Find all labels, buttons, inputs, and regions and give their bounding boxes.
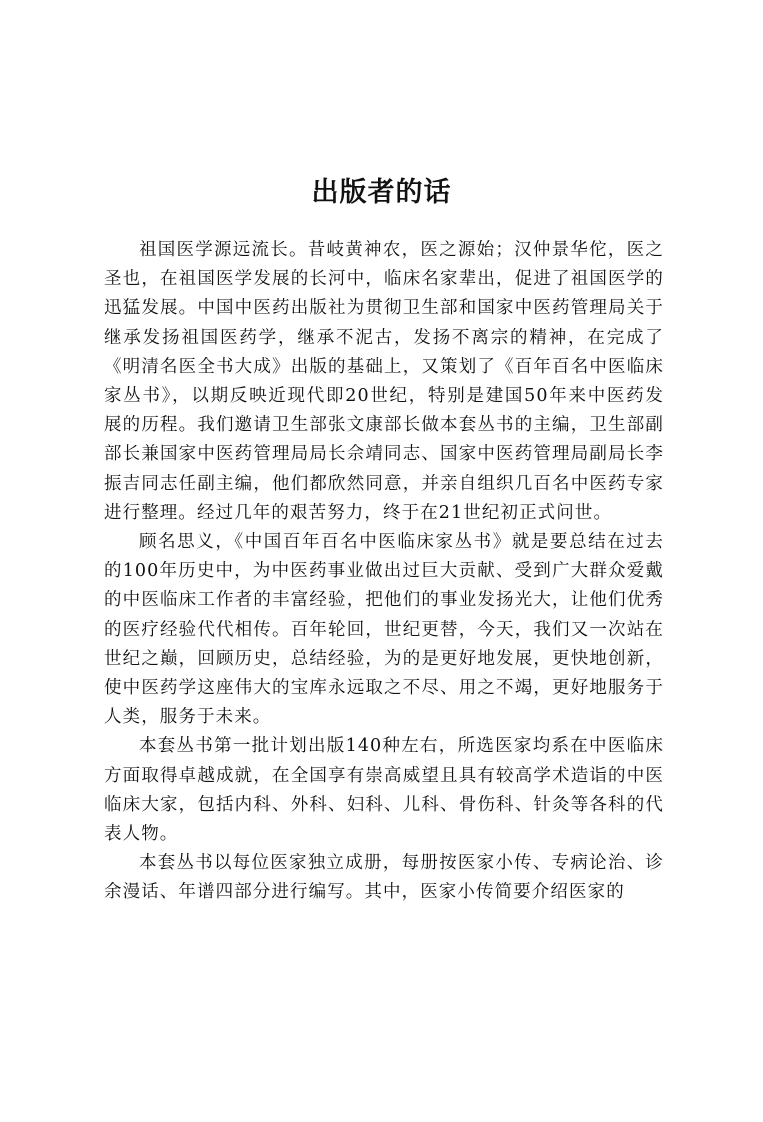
paragraph-3: 本套丛书第一批计划出版140种左右，所选医家均系在中医临床方面取得卓越成就，在全国享有崇高威望且具有较高学术造诣的中医临床大家，包括内科、外科、妇科、儿科、骨伤科、针灸等各科的代表人物。 (104, 736, 664, 845)
paragraph-2: 顾名思义，《中国百年百名中医临床家丛书》就是要总结在过去的100年历史中，为中医药事业做出过巨大贡献、受到广大群众爱戴的中医临床工作者的丰富经验，把他们的事业发扬光大，让他们优秀的医疗经验代代相传。百年轮回，世纪更替，今天，我们又一次站在世纪之巅，回顾历史，总结经验，为的是更好地发展，更快地创新，使中医药学这座伟大的宝库永远取之不尽、用之不竭，更好地服务于人类，服务于未来。 (104, 532, 664, 728)
page-title: 出版者的话 (311, 177, 452, 208)
paragraph-4: 本套丛书以每位医家独立成册，每册按医家小传、专病论治、诊余漫话、年谱四部分进行编写。其中，医家小传简要介绍医家的 (104, 853, 664, 903)
body-text (104, 236, 664, 908)
paragraph-1: 祖国医学源远流长。昔岐黄神农，医之源始；汉仲景华佗，医之圣也，在祖国医学发展的长河中，临床名家辈出，促进了祖国医学的迅猛发展。中国中医药出版社为贯彻卫生部和国家中医药管理局关于继承发扬祖国医药学，继承不泥古，发扬不离宗的精神，在完成了《明清名医全书大成》出版的基础上，又策划了《百年百名中医临床家丛书》，以期反映近现代即20世纪，特别是建国50年来中医药发展的历程。我们邀请卫生部张文康部长做本套丛书的主编，卫生部副部长兼国家中医药管理局局长佘靖同志、国家中医药管理局副局长李振吉同志任副主编，他们都欣然同意，并亲自组织几百名中医药专家进行整理。经过几年的艰苦努力，终于在21世纪初正式问世。 (104, 240, 664, 523)
